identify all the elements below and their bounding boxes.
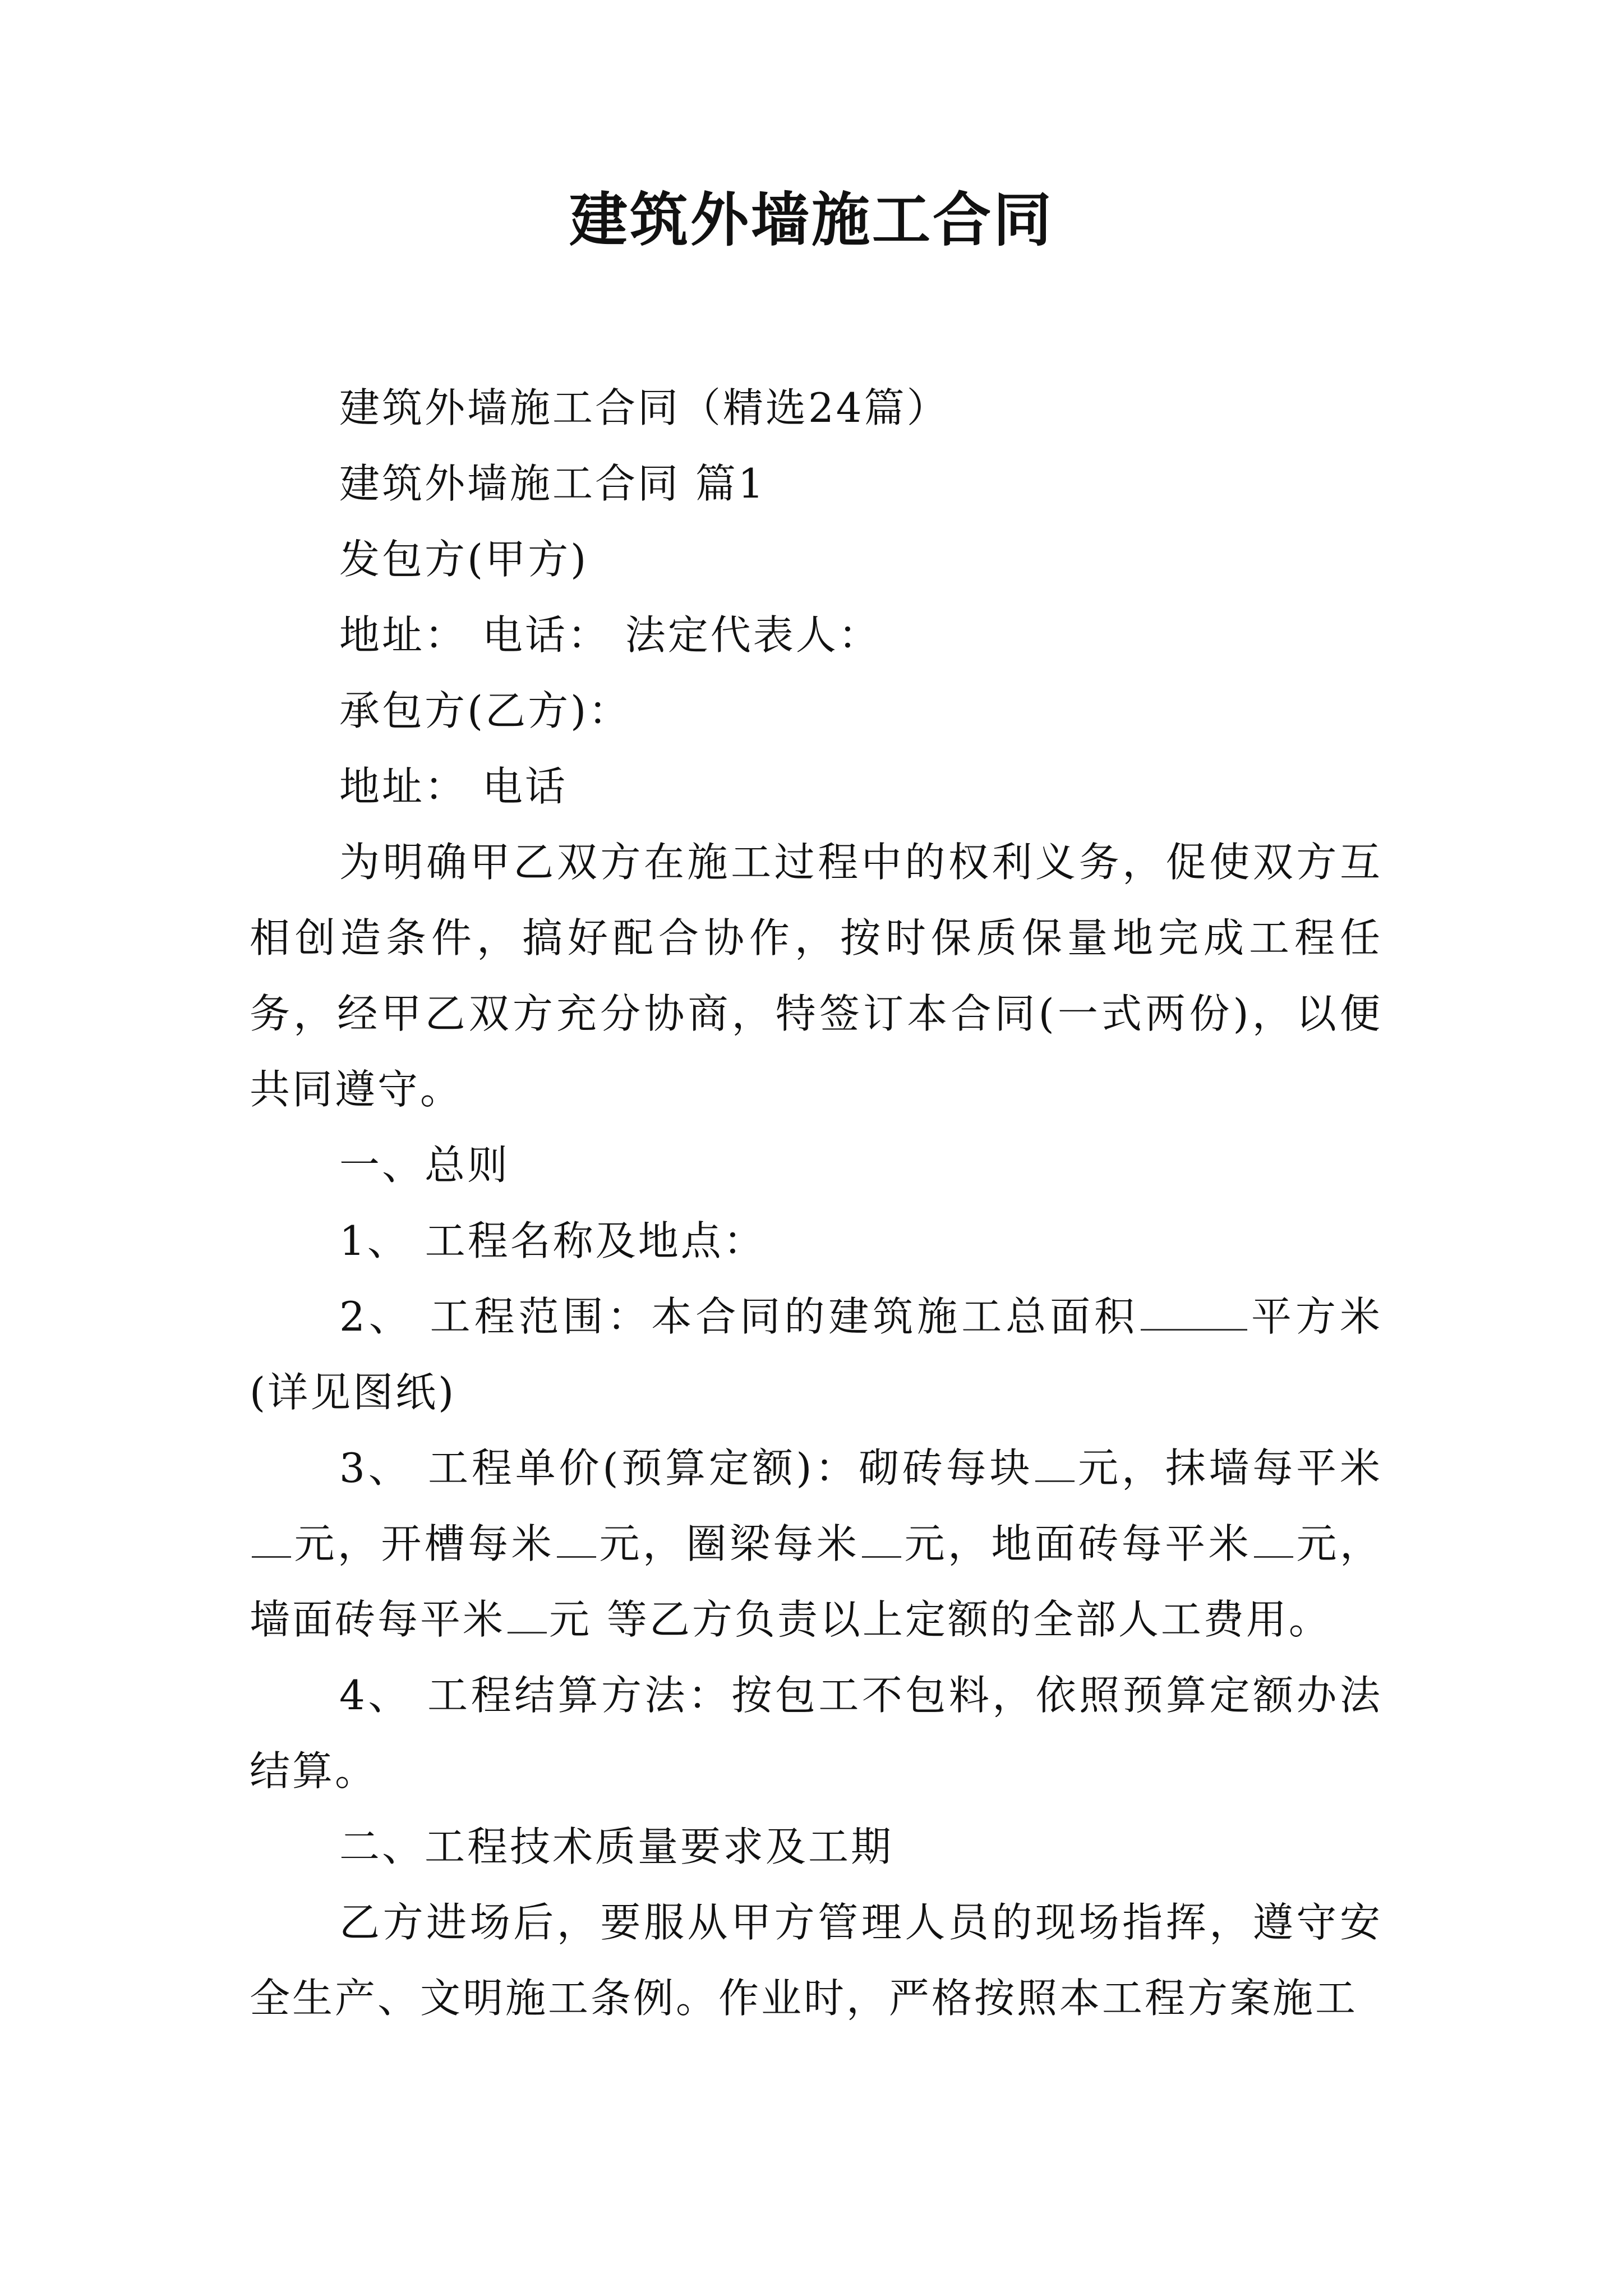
- document-body: [250, 370, 1382, 2036]
- document-subtitle: 建筑外墙施工合同（精选24篇）: [339, 384, 949, 431]
- brick-price-blank: [1035, 1440, 1075, 1482]
- floor-tile-price-blank: [1254, 1516, 1293, 1558]
- party-b-label: 承包方(乙方)：: [339, 687, 631, 734]
- party-a-label: 发包方(甲方): [339, 536, 589, 583]
- item-3-text-g: 元 等乙方负责以上定额的全部人工费用。: [549, 1596, 1331, 1643]
- item-2: [250, 1279, 1382, 1430]
- party-b-contact: 地址： 电话: [339, 763, 568, 810]
- chapter-1-heading: 一、总则: [339, 1142, 510, 1189]
- item-4: 4、 工程结算方法：按包工不包料，依照预算定额办法结算。: [250, 1672, 1382, 1795]
- item-1: 1、 工程名称及地点：: [339, 1217, 766, 1264]
- item-2-text-a: 2、 工程范围：本合同的建筑施工总面积: [339, 1293, 1139, 1340]
- item-2-text-b: 平方米(详见图纸): [250, 1293, 1382, 1416]
- wall-tile-price-blank: [508, 1591, 547, 1634]
- item-3-text-f: 元，墙面砖每平米: [250, 1520, 1382, 1643]
- area-blank: [1141, 1289, 1247, 1331]
- intro-paragraph: 为明确甲乙双方在施工过程中的权利义务，促使双方互相创造条件，搞好配合协作，按时保质保量地完成工程任务，经甲乙双方充分协商，特签订本合同(一式两份)，以便共同遵守。: [250, 839, 1382, 1113]
- item-3-text-b: 元，抹墙每平米: [1077, 1444, 1382, 1492]
- item-3-text-e: 元，地面砖每平米: [903, 1520, 1252, 1567]
- plaster-price-blank: [252, 1516, 291, 1558]
- chapter-2-heading: 二、工程技术质量要求及工期: [339, 1823, 894, 1870]
- item-3-text-c: 元，开槽每米: [293, 1520, 555, 1567]
- ring-beam-price-blank: [862, 1516, 901, 1558]
- item-3-text-d: 元，圈梁每米: [598, 1520, 860, 1567]
- document-title: 建筑外墙施工合同: [569, 185, 1054, 254]
- item-3-text-a: 3、 工程单价(预算定额)：砌砖每块: [339, 1444, 1034, 1492]
- item-3: [250, 1430, 1382, 1658]
- party-a-contact: 地址： 电话： 法定代表人：: [339, 611, 881, 659]
- paragraph-site-rules: 乙方进场后，要服从甲方管理人员的现场指挥，遵守安全生产、文明施工条例。作业时，严格按照本工程方案施工: [250, 1899, 1382, 2022]
- section-heading: 建筑外墙施工合同 篇1: [339, 460, 766, 507]
- groove-price-blank: [557, 1516, 596, 1558]
